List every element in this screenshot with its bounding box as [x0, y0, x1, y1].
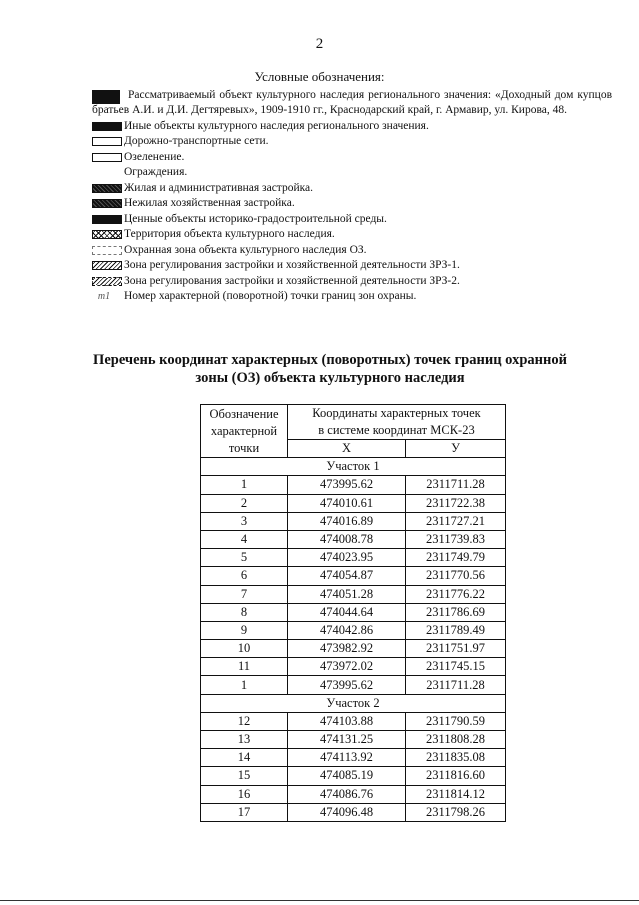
- header-y: У: [406, 440, 506, 458]
- legend-item-label: Озеленение.: [124, 150, 185, 163]
- list-title-line-1: Перечень координат характерных (поворотных) точек границ охранной: [93, 352, 567, 368]
- x-cell: 474085.19: [288, 767, 406, 785]
- table-row: [201, 803, 506, 821]
- legend-item-label: Ограждения.: [124, 166, 188, 179]
- legend-symbol-cross: [92, 230, 122, 239]
- point-cell: 7: [201, 585, 288, 603]
- table-row: [201, 731, 506, 749]
- page-number: 2: [315, 36, 324, 52]
- legend-item-label: Ценные объекты историко-градостроительной среды.: [124, 212, 387, 225]
- legend-symbol-main-object: [92, 90, 120, 104]
- table-row: [201, 658, 506, 676]
- x-cell: 474008.78: [288, 530, 406, 548]
- x-cell: 474096.48: [288, 803, 406, 821]
- legend-symbol-empty: [92, 153, 122, 162]
- point-cell: 1: [201, 476, 288, 494]
- legend-symbol-point: т1: [97, 291, 111, 303]
- x-cell: 474042.86: [288, 621, 406, 639]
- x-cell: 473972.02: [288, 658, 406, 676]
- table-row: [201, 530, 506, 548]
- legend-item: [92, 119, 612, 135]
- point-cell: 6: [201, 567, 288, 585]
- legend-symbol-dashed: [92, 246, 122, 255]
- legend-item-label: Охранная зона объекта культурного наследия ОЗ.: [124, 243, 367, 256]
- legend-item: [92, 134, 612, 150]
- y-cell: 2311786.69: [406, 603, 506, 621]
- legend-item: [92, 227, 612, 243]
- legend-item-label: Зона регулирования застройки и хозяйственной деятельности ЗРЗ-1.: [124, 259, 460, 272]
- x-cell: 474023.95: [288, 549, 406, 567]
- y-cell: 2311745.15: [406, 658, 506, 676]
- coordinates-body: [201, 458, 506, 822]
- x-cell: 473995.62: [288, 476, 406, 494]
- point-cell: 3: [201, 512, 288, 530]
- table-row: [201, 712, 506, 730]
- legend-item-label: Нежилая хозяйственная застройка.: [124, 197, 295, 210]
- legend-item: [92, 258, 612, 274]
- point-cell: 2: [201, 494, 288, 512]
- y-cell: 2311808.28: [406, 731, 506, 749]
- legend-main-text: Рассматриваемый объект культурного наследия регионального значения: «Доходный дом купцов братьев А.И. и Д.И. Дегтяревых», 1909-1910 гг., Краснодарский край, г. Армавир, ул. Кирова, 48.: [92, 89, 612, 117]
- legend-item-label: Номер характерной (поворотной) точки границ зон охраны.: [124, 290, 417, 303]
- point-cell: 5: [201, 549, 288, 567]
- section-title: Участок 2: [201, 694, 506, 712]
- header-point-line: точки: [228, 440, 260, 455]
- table-row: [201, 476, 506, 494]
- y-cell: 2311798.26: [406, 803, 506, 821]
- x-cell: 474131.25: [288, 731, 406, 749]
- point-cell: 9: [201, 621, 288, 639]
- point-cell: 1: [201, 676, 288, 694]
- x-cell: 474051.28: [288, 585, 406, 603]
- y-cell: 2311776.22: [406, 585, 506, 603]
- y-cell: 2311727.21: [406, 512, 506, 530]
- point-cell: 8: [201, 603, 288, 621]
- point-cell: 15: [201, 767, 288, 785]
- x-cell: 473995.62: [288, 676, 406, 694]
- legend-item: [92, 150, 612, 166]
- y-cell: 2311835.08: [406, 749, 506, 767]
- x-cell: 474016.89: [288, 512, 406, 530]
- y-cell: 2311770.56: [406, 567, 506, 585]
- y-cell: 2311790.59: [406, 712, 506, 730]
- y-cell: 2311814.12: [406, 785, 506, 803]
- y-cell: 2311711.28: [406, 476, 506, 494]
- legend-items: [92, 119, 612, 305]
- list-title: [60, 351, 600, 387]
- table-row: [201, 676, 506, 694]
- x-cell: 474113.92: [288, 749, 406, 767]
- legend-symbol-dense: [92, 199, 122, 208]
- legend-item: [92, 243, 612, 259]
- legend-symbol-hatch: [92, 261, 122, 270]
- section-row: [201, 458, 506, 476]
- point-cell: 13: [201, 731, 288, 749]
- legend-item: [92, 274, 612, 290]
- table-row: [201, 549, 506, 567]
- legend-item: [92, 289, 612, 305]
- x-cell: 473982.92: [288, 640, 406, 658]
- x-cell: 474044.64: [288, 603, 406, 621]
- point-cell: 14: [201, 749, 288, 767]
- table-row: [201, 567, 506, 585]
- legend-symbol-blank: [92, 168, 122, 177]
- legend-item: [92, 181, 612, 197]
- legend-main-entry: [92, 88, 612, 119]
- y-cell: 2311722.38: [406, 494, 506, 512]
- x-cell: 474054.87: [288, 567, 406, 585]
- list-title-line-2: зоны (ОЗ) объекта культурного наследия: [195, 370, 465, 386]
- legend-item-label: Территория объекта культурного наследия.: [124, 228, 335, 241]
- point-cell: 11: [201, 658, 288, 676]
- legend-symbol-solid: [92, 215, 122, 224]
- y-cell: 2311751.97: [406, 640, 506, 658]
- legend-symbol-empty: [92, 137, 122, 146]
- legend-item-label: Иные объекты культурного наследия регионального значения.: [124, 119, 429, 132]
- table-row: [201, 785, 506, 803]
- bottom-rule: [0, 900, 639, 901]
- point-cell: 16: [201, 785, 288, 803]
- legend-symbol-solid: [92, 122, 122, 131]
- legend-item-label: Дорожно-транспортные сети.: [124, 135, 269, 148]
- table-row: [201, 749, 506, 767]
- y-cell: 2311749.79: [406, 549, 506, 567]
- legend: [92, 88, 612, 305]
- legend-item: [92, 196, 612, 212]
- section-row: [201, 694, 506, 712]
- legend-symbol-dense: [92, 184, 122, 193]
- point-cell: 4: [201, 530, 288, 548]
- header-coordinates: [288, 405, 506, 440]
- table-row: [201, 512, 506, 530]
- header-point-designation: [201, 405, 288, 458]
- y-cell: 2311711.28: [406, 676, 506, 694]
- y-cell: 2311789.49: [406, 621, 506, 639]
- header-point-line: Обозначение: [209, 406, 279, 421]
- table-row: [201, 621, 506, 639]
- x-cell: 474010.61: [288, 494, 406, 512]
- x-cell: 474103.88: [288, 712, 406, 730]
- legend-item-label: Зона регулирования застройки и хозяйственной деятельности ЗРЗ-2.: [124, 274, 460, 287]
- header-coordinates-line: в системе координат МСК-23: [318, 423, 475, 437]
- point-cell: 12: [201, 712, 288, 730]
- legend-item: [92, 165, 612, 181]
- table-row: [201, 585, 506, 603]
- point-cell: 17: [201, 803, 288, 821]
- legend-item: [92, 212, 612, 228]
- header-coordinates-line: Координаты характерных точек: [312, 406, 481, 420]
- y-cell: 2311739.83: [406, 530, 506, 548]
- y-cell: 2311816.60: [406, 767, 506, 785]
- table-row: [201, 767, 506, 785]
- table-row: [201, 640, 506, 658]
- legend-item-label: Жилая и административная застройка.: [124, 181, 314, 194]
- section-title: Участок 1: [201, 458, 506, 476]
- table-row: [201, 603, 506, 621]
- legend-symbol-hatch2: [92, 277, 122, 286]
- table-row: [201, 494, 506, 512]
- x-cell: 474086.76: [288, 785, 406, 803]
- header-x: Х: [288, 440, 406, 458]
- coordinates-table: [200, 404, 506, 822]
- header-point-line: характерной: [210, 423, 278, 438]
- point-cell: 10: [201, 640, 288, 658]
- legend-title: Условные обозначения:: [254, 69, 385, 84]
